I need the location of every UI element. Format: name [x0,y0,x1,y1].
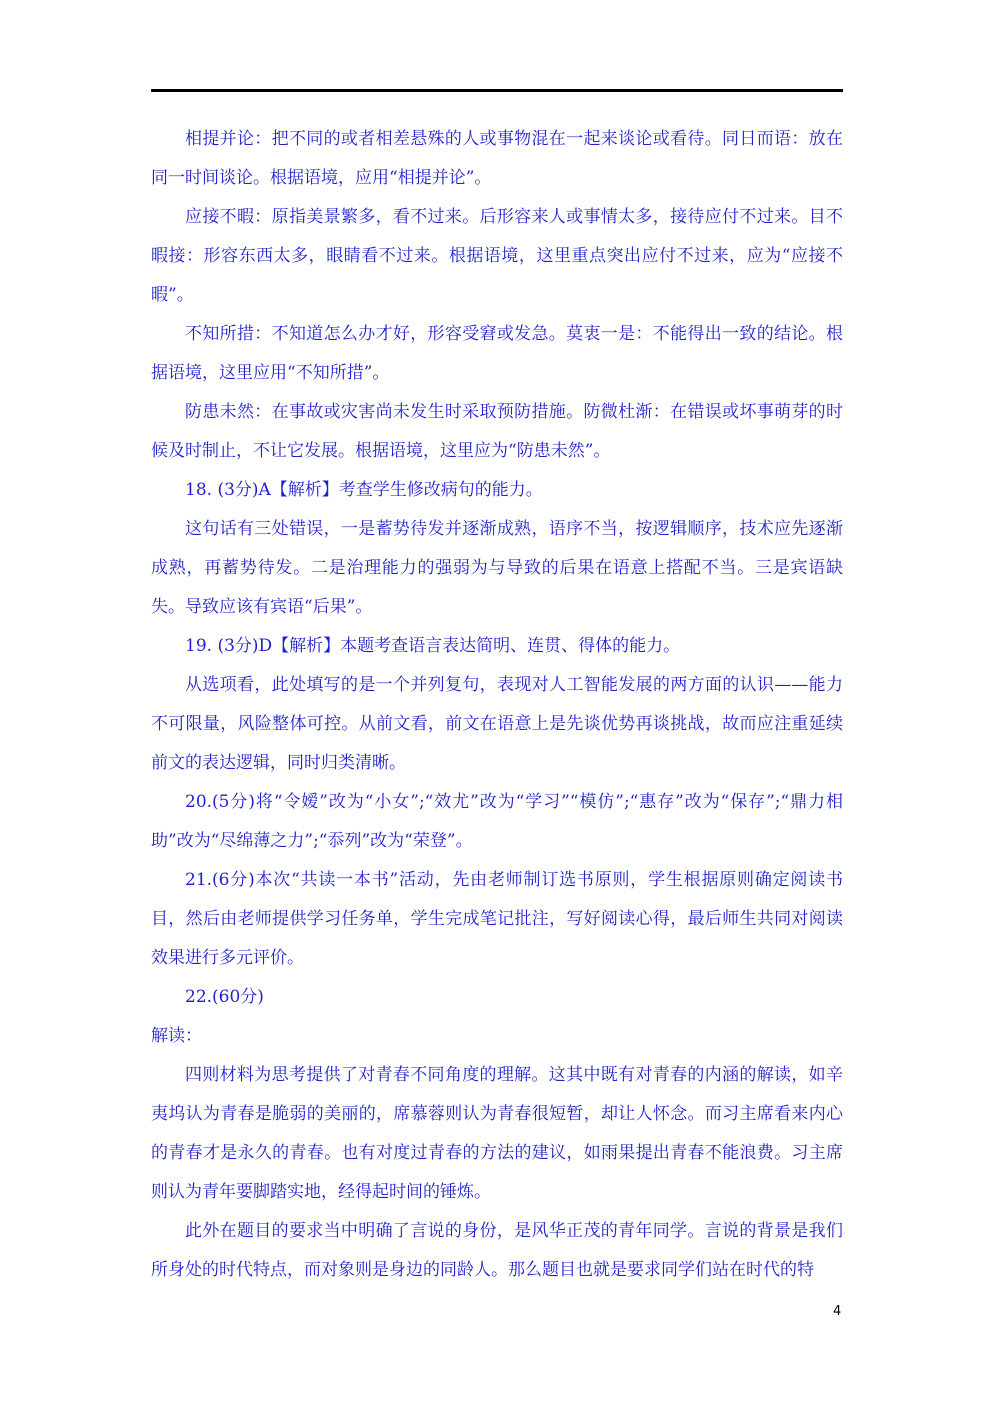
interpretation-paragraph-2: 此外在题目的要求当中明确了言说的身份，是风华正茂的青年同学。言说的背景是我们所身处的时代特点，而对象则是身边的同龄人。那么题目也就是要求同学们站在时代的特 [151,1221,843,1280]
paragraph-fanghuanweiran: 防患未然：在事故或灾害尚未发生时采取预防措施。防微杜渐：在错误或坏事萌芽的时候及时制止，不让它发展。根据语境，这里应为“防患未然”。 [151,402,843,461]
interpretation-label: 解读： [151,1026,202,1046]
document-body [151,120,843,1290]
page-number: 4 [833,1304,842,1319]
paragraph-buzhisuocuo: 不知所措：不知道怎么办才好，形容受窘或发急。莫衷一是：不能得出一致的结论。根据语境，这里应用“不知所措”。 [151,324,843,383]
answer-21: 21.(6分)本次“共读一本书”活动，先由老师制订选书原则，学生根据原则确定阅读书目，然后由老师提供学习任务单，学生完成笔记批注，写好阅读心得，最后师生共同对阅读效果进行多元评价。 [151,870,843,968]
answer-20: 20.(5分)将“令嫒”改为“小女”;“效尤”改为“学习”“模仿”;“惠存”改为“保存”;“鼎力相助”改为“尽绵薄之力”;“忝列”改为“荣登”。 [151,792,843,851]
answer-18-heading: 18. (3分)A【解析】考查学生修改病句的能力。 [185,480,543,500]
paragraph-xiangtibinglun: 相提并论：把不同的或者相差悬殊的人或事物混在一起来谈论或看待。同日而语：放在同一时间谈论。根据语境，应用“相提并论”。 [151,129,843,188]
answer-22-heading: 22.(60分) [185,987,264,1007]
answer-19-explanation: 从选项看，此处填写的是一个并列复句，表现对人工智能发展的两方面的认识——能力不可限量，风险整体可控。从前文看，前文在语意上是先谈优势再谈挑战，故而应注重延续前文的表达逻辑，同时归类清晰。 [151,675,843,773]
header-rule [151,89,843,92]
answer-18-explanation: 这句话有三处错误，一是蓄势待发并逐渐成熟，语序不当，按逻辑顺序，技术应先逐渐成熟，再蓄势待发。二是治理能力的强弱为与导致的后果在语意上搭配不当。三是宾语缺失。导致应该有宾语“后果”。 [151,519,843,617]
paragraph-yingjiebuxia: 应接不暇：原指美景繁多，看不过来。后形容来人或事情太多，接待应付不过来。目不暇接：形容东西太多，眼睛看不过来。根据语境，这里重点突出应付不过来，应为“应接不暇”。 [151,207,843,305]
interpretation-paragraph-1: 四则材料为思考提供了对青春不同角度的理解。这其中既有对青春的内涵的解读，如辛夷坞认为青春是脆弱的美丽的，席慕蓉则认为青春很短暂，却让人怀念。而习主席看来内心的青春才是永久的青春。也有对度过青春的方法的建议，如雨果提出青春不能浪费。习主席则认为青年要脚踏实地，经得起时间的锤炼。 [151,1065,843,1202]
answer-19-heading: 19. (3分)D【解析】本题考查语言表达简明、连贯、得体的能力。 [185,636,681,656]
